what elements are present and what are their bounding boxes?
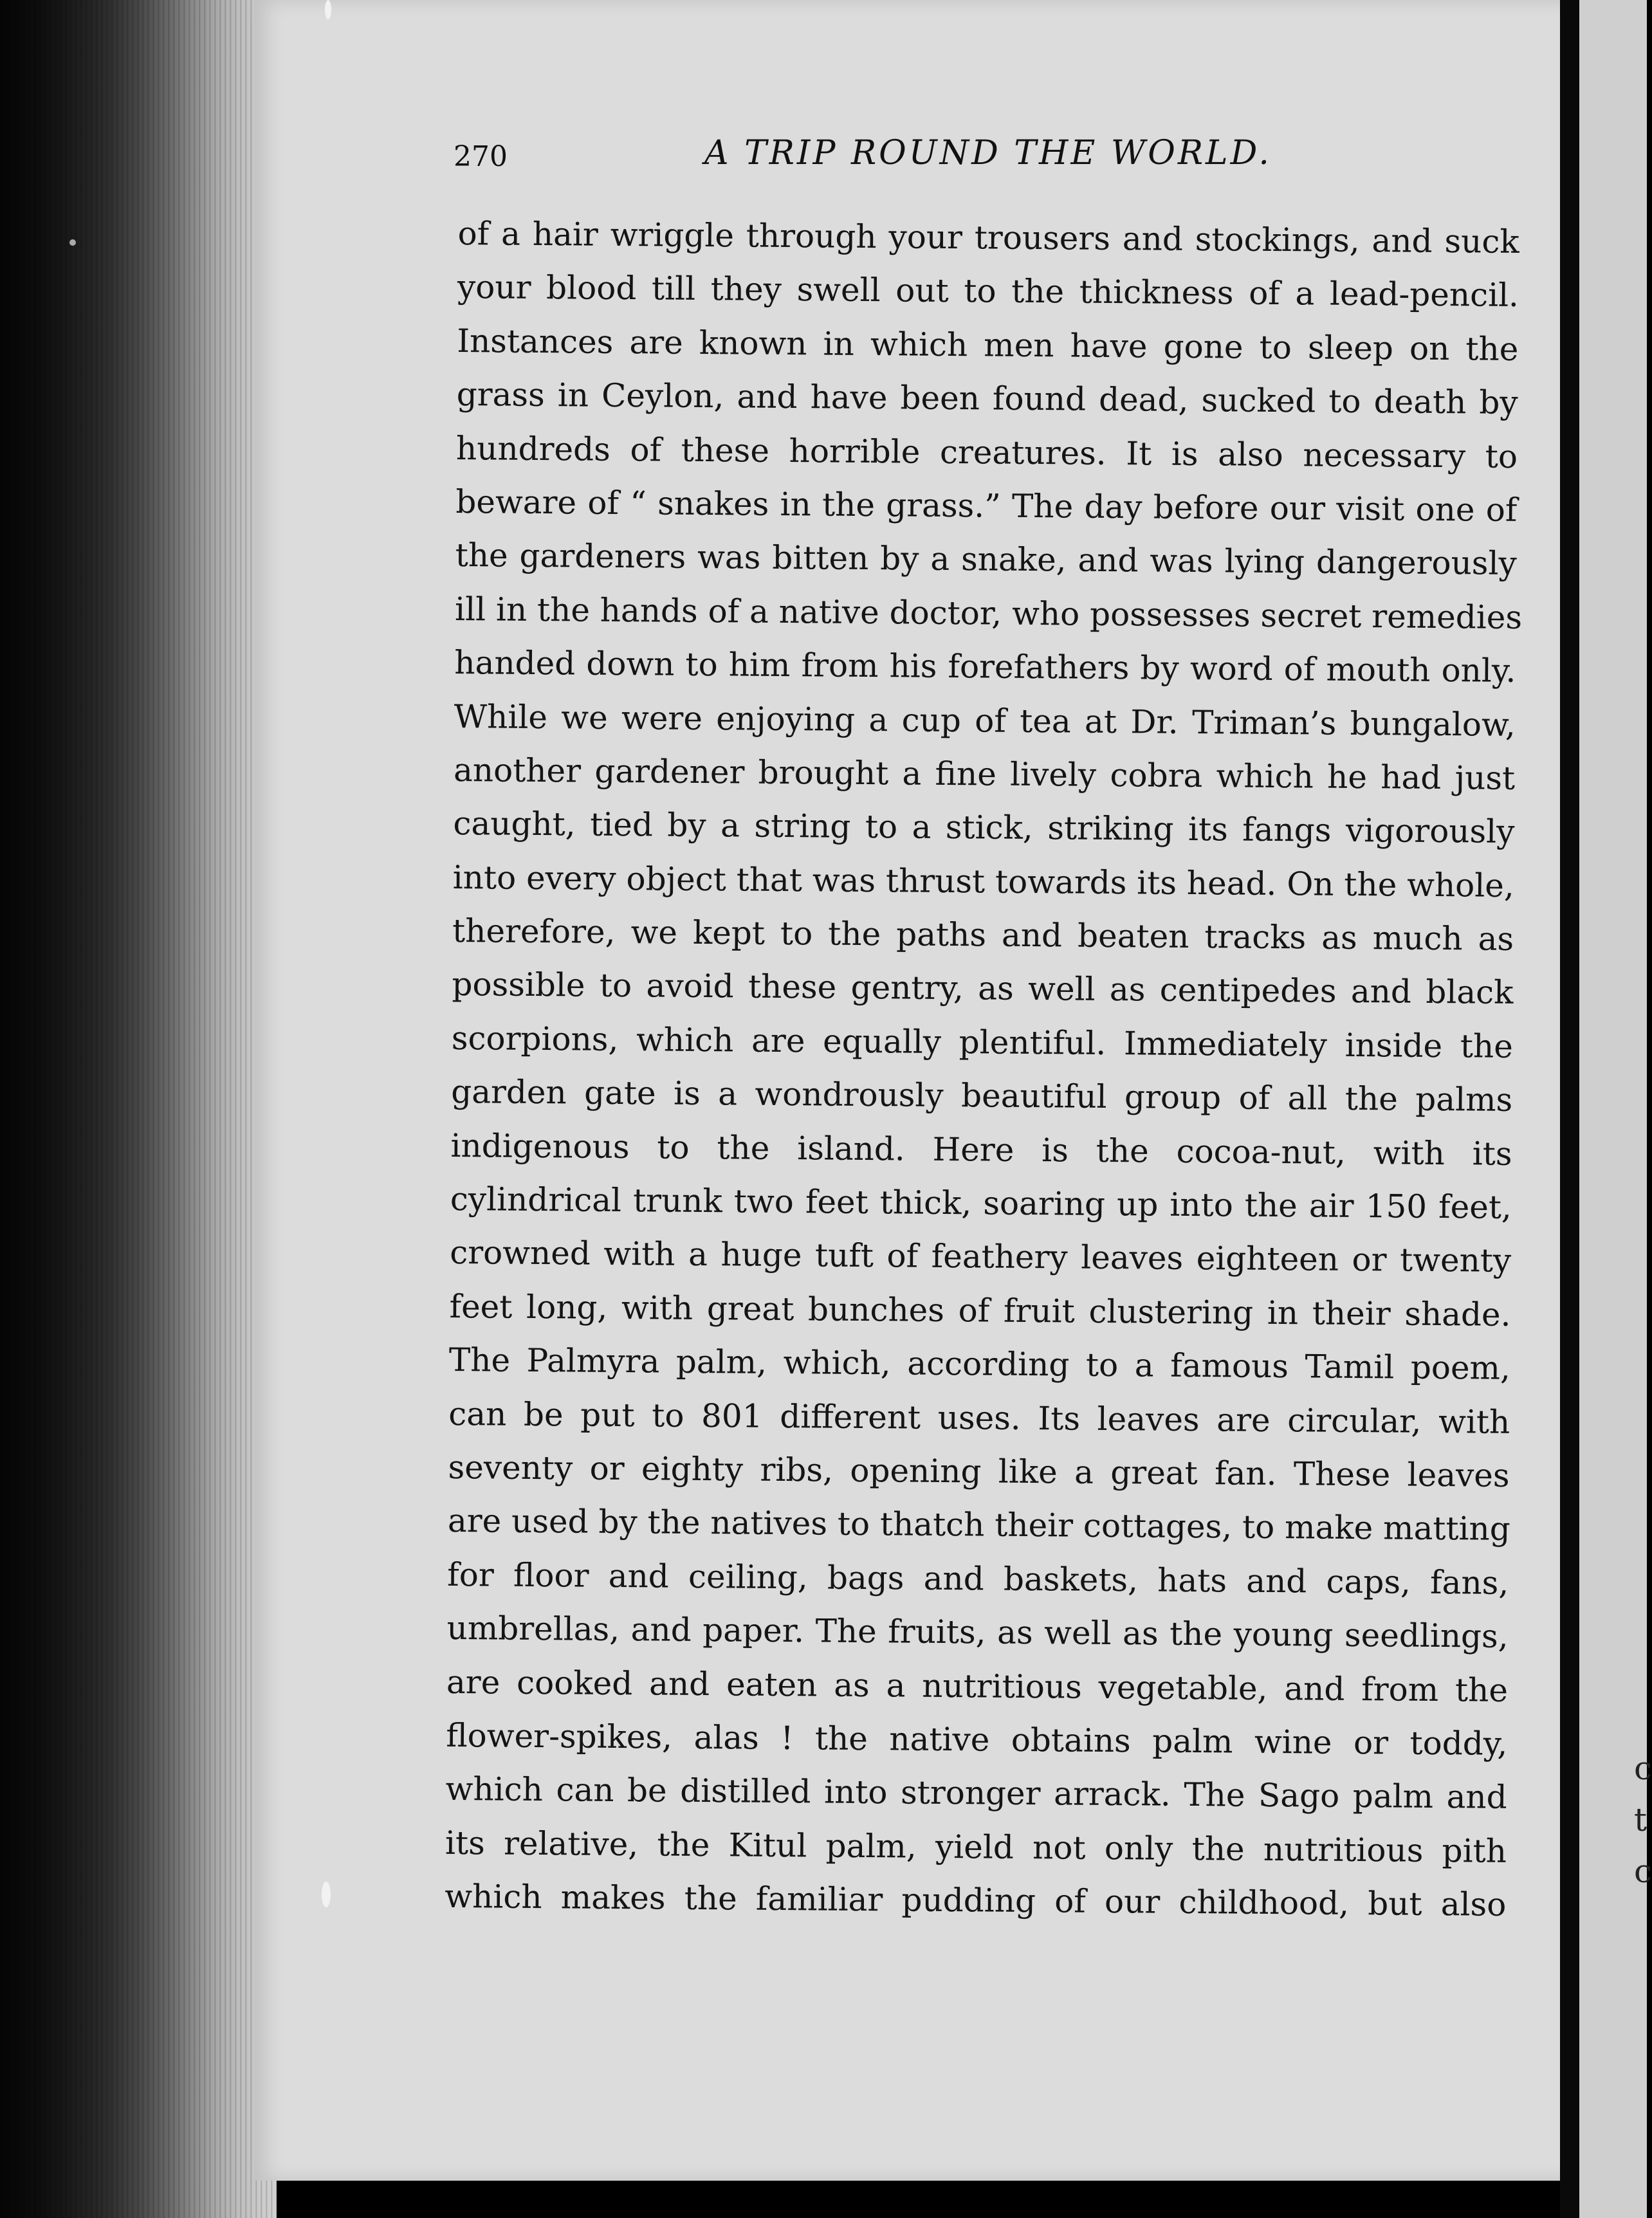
text-line: flower-spikes, alas ! the native obtains palm wine or toddy, — [446, 1716, 1508, 1763]
text-line: beware of “ snakes in the grass.” The day before our visit one of — [455, 482, 1518, 529]
text-line: can be put to 801 different uses. Its leaves are circular, with — [448, 1395, 1510, 1441]
page-edge-lines — [0, 0, 277, 2218]
text-line: The Palmyra palm, which, according to a famous Tamil poem, — [448, 1341, 1511, 1388]
text-line: another gardener brought a fine lively cobra which he had just — [453, 751, 1516, 797]
text-line: feet long, with great bunches of fruit clustering in their shade. — [449, 1287, 1511, 1334]
text-line: of a hair wriggle through your trousers and stockings, and suck — [457, 214, 1519, 261]
text-line: the gardeners was bitten by a snake, and was lying dangerously — [455, 536, 1517, 583]
text-line: are used by the natives to thatch their cottages, to make matting — [447, 1502, 1510, 1548]
facing-page-fragment: t — [1634, 1801, 1647, 1838]
facing-page-fragment: c — [1634, 1750, 1652, 1787]
text-line: cylindrical trunk two feet thick, soaring up into the air 150 feet, — [450, 1180, 1512, 1226]
text-line: possible to avoid these gentry, as well as centipedes and black — [452, 966, 1514, 1012]
text-line: umbrellas, and paper. The fruits, as well as the young seedlings, — [446, 1609, 1509, 1656]
dust-speck — [325, 0, 331, 19]
text-line: your blood till they swell out to the thickness of a lead-pencil. — [457, 268, 1519, 315]
text-line: ill in the hands of a native doctor, who possesses secret remedies — [454, 590, 1523, 636]
text-line: grass in Ceylon, and have been found dead, sucked to death by — [456, 376, 1518, 422]
text-line: Instances are known in which men have gone to sleep on the — [457, 322, 1519, 368]
dust-speck — [69, 239, 76, 246]
text-line: indigenous to the island. Here is the cocoa-nut, with its — [450, 1126, 1512, 1173]
text-line: its relative, the Kitul palm, yield not only the nutritious pith — [445, 1824, 1507, 1870]
text-line: are cooked and eaten as a nutritious vegetable, and from the — [446, 1663, 1509, 1709]
text-line: seventy or eighty ribs, opening like a great fan. These leaves — [448, 1448, 1510, 1494]
text-line: therefore, we kept to the paths and beaten tracks as much as — [452, 912, 1514, 958]
text-line: While we were enjoying a cup of tea at Dr. Triman’s bungalow, — [454, 697, 1516, 744]
page-number: 270 — [454, 140, 508, 173]
text-line: caught, tied by a string to a stick, striking its fangs vigorously — [453, 805, 1515, 851]
text-line: hundreds of these horrible creatures. It is also necessary to — [455, 429, 1518, 475]
text-line: handed down to him from his forefathers by word of mouth only. — [454, 644, 1516, 690]
text-line: crowned with a huge tuft of feathery leaves eighteen or twenty — [450, 1234, 1512, 1280]
text-line: which makes the familiar pudding of our childhood, but also — [445, 1878, 1507, 1923]
text-line: into every object that was thrust towards its head. On the whole, — [452, 858, 1514, 904]
facing-page-fragment: c — [1634, 1853, 1652, 1890]
text-line: for floor and ceiling, bags and baskets, hats and caps, fans, — [447, 1555, 1509, 1602]
page-gutter — [1560, 0, 1579, 2218]
text-line: scorpions, which are equally plentiful. Immediately inside the — [451, 1019, 1514, 1065]
text-line: garden gate is a wondrously beautiful group of all the palms — [450, 1073, 1513, 1119]
dust-speck — [322, 1882, 331, 1907]
running-title: A TRIP ROUND THE WORLD. — [704, 134, 1272, 172]
body-text — [445, 207, 1523, 1932]
text-line: which can be distilled into stronger arrack. The Sago palm and — [445, 1770, 1507, 1817]
